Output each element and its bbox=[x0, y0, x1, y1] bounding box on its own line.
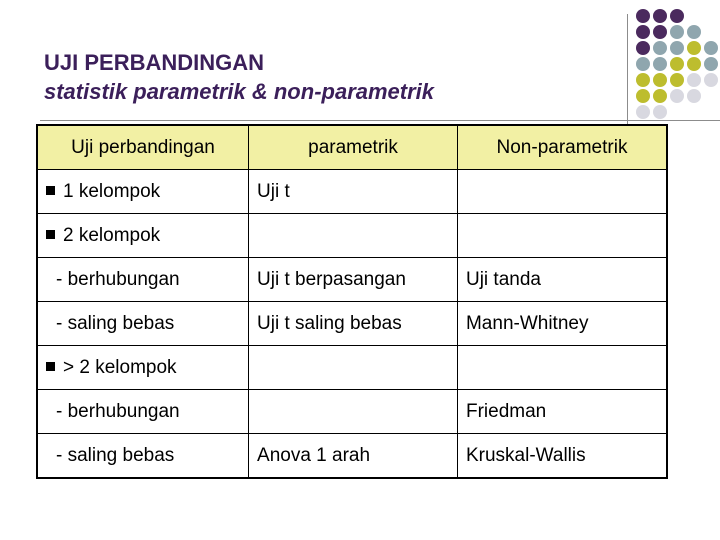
table-row bbox=[37, 302, 667, 346]
parametric-cell bbox=[249, 390, 458, 434]
decorative-dot bbox=[636, 89, 650, 103]
table-row bbox=[37, 170, 667, 214]
decorative-dot bbox=[636, 57, 650, 71]
decorative-dot bbox=[636, 9, 650, 23]
parametric-cell: Uji t berpasangan bbox=[249, 258, 458, 302]
table-row bbox=[37, 214, 667, 258]
bullet-icon bbox=[46, 186, 55, 195]
decorative-dot bbox=[670, 9, 684, 23]
decorative-dot bbox=[653, 89, 667, 103]
header-parametrik: parametrik bbox=[249, 125, 458, 170]
nonparametric-cell bbox=[457, 346, 667, 390]
decorative-dot bbox=[687, 41, 701, 55]
row-label: > 2 kelompok bbox=[37, 346, 249, 390]
row-label: - berhubungan bbox=[37, 390, 249, 434]
nonparametric-cell: Mann-Whitney bbox=[457, 302, 667, 346]
nonparametric-cell: Kruskal-Wallis bbox=[457, 434, 667, 479]
decorative-dot bbox=[687, 89, 701, 103]
decorative-dot bbox=[653, 73, 667, 87]
bullet-icon bbox=[46, 230, 55, 239]
table-header-row bbox=[37, 125, 667, 170]
row-label: - saling bebas bbox=[37, 434, 249, 479]
decorative-dot bbox=[704, 57, 718, 71]
decorative-dot bbox=[670, 25, 684, 39]
decorative-dot bbox=[653, 25, 667, 39]
nonparametric-cell: Friedman bbox=[457, 390, 667, 434]
table-row bbox=[37, 390, 667, 434]
decorative-dot bbox=[687, 57, 701, 71]
parametric-cell: Uji t saling bebas bbox=[249, 302, 458, 346]
table-row bbox=[37, 434, 667, 479]
decorative-dot bbox=[704, 73, 718, 87]
decorative-dot bbox=[653, 57, 667, 71]
parametric-cell bbox=[249, 214, 458, 258]
bullet-icon bbox=[46, 362, 55, 371]
comparison-table bbox=[36, 124, 668, 479]
nonparametric-cell: Uji tanda bbox=[457, 258, 667, 302]
header-non-parametrik: Non-parametrik bbox=[457, 125, 667, 170]
title-line-1: UJI PERBANDINGAN bbox=[44, 50, 265, 75]
decorative-dot bbox=[636, 105, 650, 119]
nonparametric-cell bbox=[457, 214, 667, 258]
row-label: 2 kelompok bbox=[37, 214, 249, 258]
decorative-dot bbox=[670, 73, 684, 87]
decorative-dot bbox=[670, 41, 684, 55]
table-row bbox=[37, 258, 667, 302]
decorative-dot bbox=[704, 41, 718, 55]
decorative-dot bbox=[653, 105, 667, 119]
decorative-dot bbox=[636, 41, 650, 55]
decorative-dot-grid bbox=[0, 0, 720, 130]
decorative-dot bbox=[653, 41, 667, 55]
row-label: 1 kelompok bbox=[37, 170, 249, 214]
nonparametric-cell bbox=[457, 170, 667, 214]
header-uji-perbandingan: Uji perbandingan bbox=[37, 125, 249, 170]
parametric-cell bbox=[249, 346, 458, 390]
table-row bbox=[37, 346, 667, 390]
decorative-dot bbox=[687, 25, 701, 39]
parametric-cell: Anova 1 arah bbox=[249, 434, 458, 479]
parametric-cell: Uji t bbox=[249, 170, 458, 214]
decorative-dot bbox=[670, 57, 684, 71]
decorative-dot bbox=[636, 25, 650, 39]
decorative-dot bbox=[670, 89, 684, 103]
title-line-2: statistik parametrik & non-parametrik bbox=[44, 79, 435, 104]
row-label: - berhubungan bbox=[37, 258, 249, 302]
decorative-dot bbox=[687, 73, 701, 87]
decorative-dot bbox=[636, 73, 650, 87]
row-label: - saling bebas bbox=[37, 302, 249, 346]
decorative-dot bbox=[653, 9, 667, 23]
